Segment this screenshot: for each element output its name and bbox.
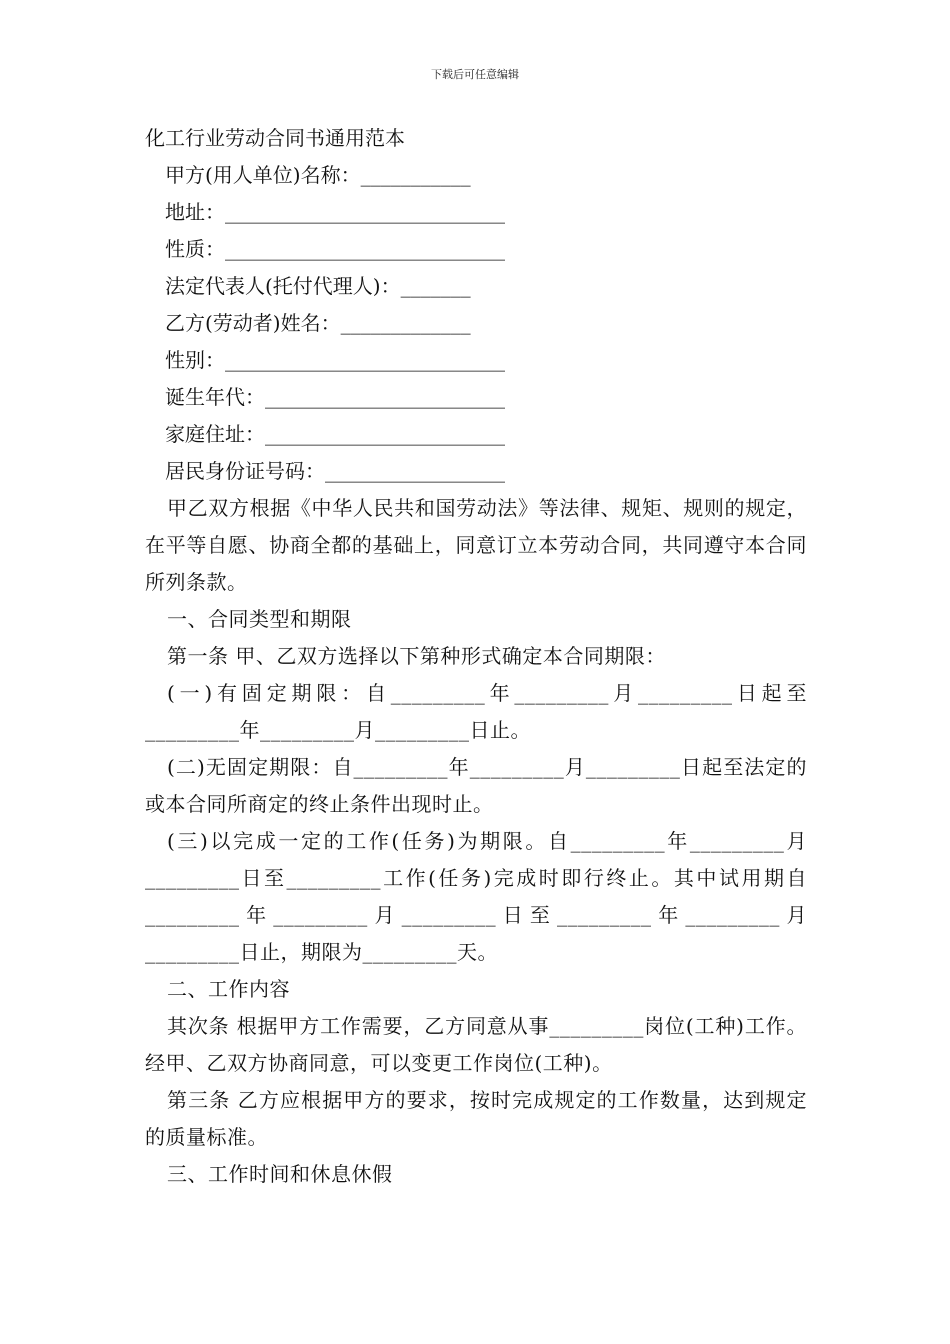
article-3: 第三条 乙方应根据甲方的要求，按时完成规定的工作数量，达到规定的质量标准。 — [145, 1088, 807, 1149]
field-party-a-name — [145, 157, 807, 194]
document-title: 化工行业劳动合同书通用范本 — [145, 126, 405, 150]
field-blank: _______ — [400, 274, 471, 298]
document-body — [145, 120, 807, 1193]
article-2: 其次条 根据甲方工作需要，乙方同意从事_________岗位(工种)工作。经甲、乙双方协商同意，可以变更工作岗位(工种)。 — [145, 1014, 807, 1075]
section-heading-1: 一、合同类型和期限 — [167, 607, 352, 631]
field-blank: ________________________ — [265, 385, 505, 409]
field-blank: ________________________ — [265, 422, 505, 446]
field-label: 法定代表人(托付代理人)： — [165, 274, 401, 298]
field-blank: ___________ — [360, 163, 471, 187]
header-note: 下载后可任意编辑 — [431, 68, 519, 81]
field-legal-rep — [145, 268, 807, 305]
field-blank: __________________ — [325, 459, 505, 483]
field-label: 性质： — [165, 237, 225, 261]
field-birth-date — [145, 379, 807, 416]
field-blank: ____________________________ — [225, 237, 505, 261]
field-label: 地址： — [165, 200, 225, 224]
field-label: 诞生年代： — [165, 385, 265, 409]
intro-paragraph: 甲乙双方根据《中华人民共和国劳动法》等法律、规矩、规则的规定，在平等自愿、协商全都的基础上，同意订立本劳动合同，共同遵守本合同所列条款。 — [145, 496, 807, 594]
field-label: 甲方(用人单位)名称： — [165, 163, 361, 187]
article-1-item-3: (三)以完成一定的工作(任务)为期限。自_________年_________月_________日至_________工作(任务)完成时即行终止。其中试用期自_________年_________月_________日至_________年_________月_________日止，期限为_________天。 — [145, 829, 807, 964]
field-blank: ____________________________ — [225, 348, 505, 372]
field-blank: ____________________________ — [225, 200, 505, 224]
field-nature — [145, 231, 807, 268]
field-blank: _____________ — [340, 311, 471, 335]
field-label: 居民身份证号码： — [165, 459, 325, 483]
section-heading-3: 三、工作时间和休息休假 — [167, 1162, 393, 1186]
field-home-address — [145, 416, 807, 453]
field-address — [145, 194, 807, 231]
field-party-b-name — [145, 305, 807, 342]
article-1-item-1: (一)有固定期限：自_________年_________月_________日起至_________年_________月_________日止。 — [145, 681, 807, 742]
section-heading-2: 二、工作内容 — [167, 977, 290, 1001]
field-label: 性别： — [165, 348, 225, 372]
field-gender — [145, 342, 807, 379]
field-label: 乙方(劳动者)姓名： — [165, 311, 341, 335]
article-1-item-2: (二)无固定期限：自_________年_________月_________日起至法定的或本合同所商定的终止条件出现时止。 — [145, 755, 807, 816]
field-label: 家庭住址： — [165, 422, 265, 446]
field-id-number — [145, 453, 807, 490]
article-1: 第一条 甲、乙双方选择以下第种形式确定本合同期限： — [167, 644, 666, 668]
